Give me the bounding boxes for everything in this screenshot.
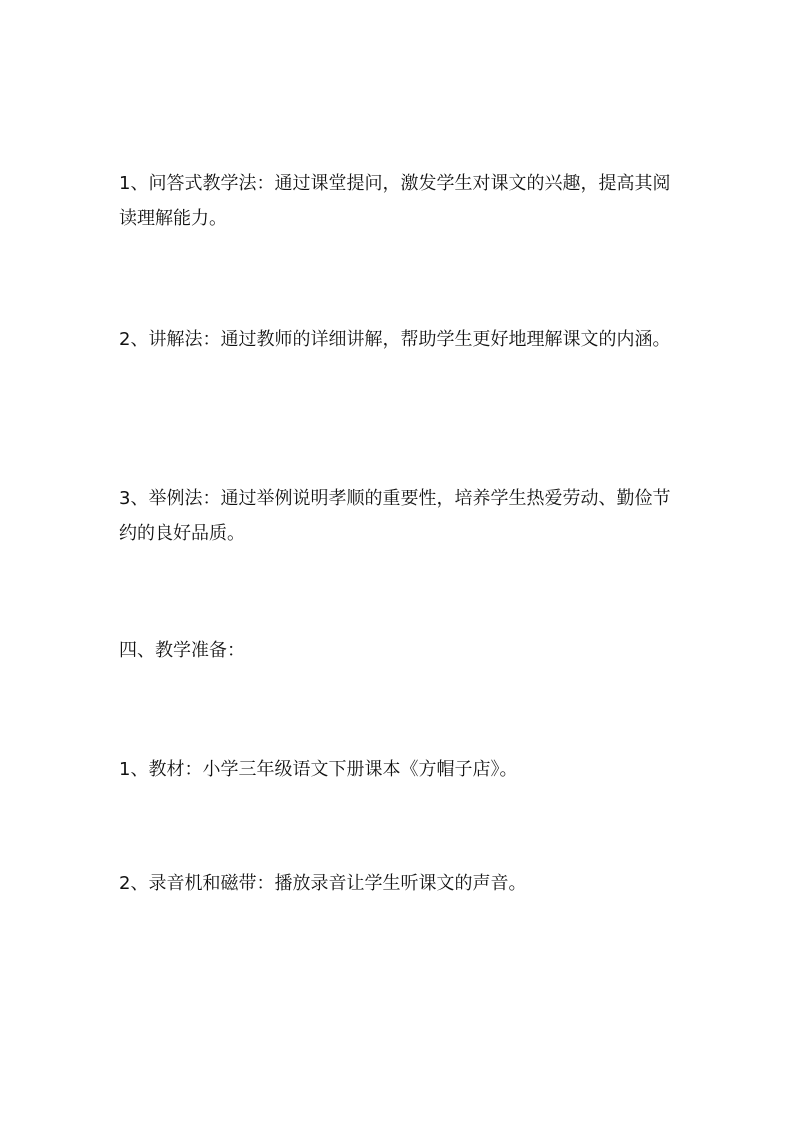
paragraph-preparation-textbook: 1、教材：小学三年级语文下册课本《方帽子店》。 xyxy=(119,759,518,780)
paragraph-teaching-method-lecture: 2、讲解法：通过教师的详细讲解，帮助学生更好地理解课文的内涵。 xyxy=(119,329,671,350)
paragraph-teaching-method-qa: 1、问答式教学法：通过课堂提问，激发学生对课文的兴趣，提高其阅读理解能力。 xyxy=(119,173,671,229)
paragraph-teaching-method-example: 3、举例法：通过举例说明孝顺的重要性，培养学生热爱劳动、勤俭节约的良好品质。 xyxy=(119,488,671,544)
section-heading-teaching-preparation: 四、教学准备： xyxy=(119,640,245,661)
paragraph-preparation-recorder: 2、录音机和磁带：播放录音让学生听课文的声音。 xyxy=(119,873,527,894)
